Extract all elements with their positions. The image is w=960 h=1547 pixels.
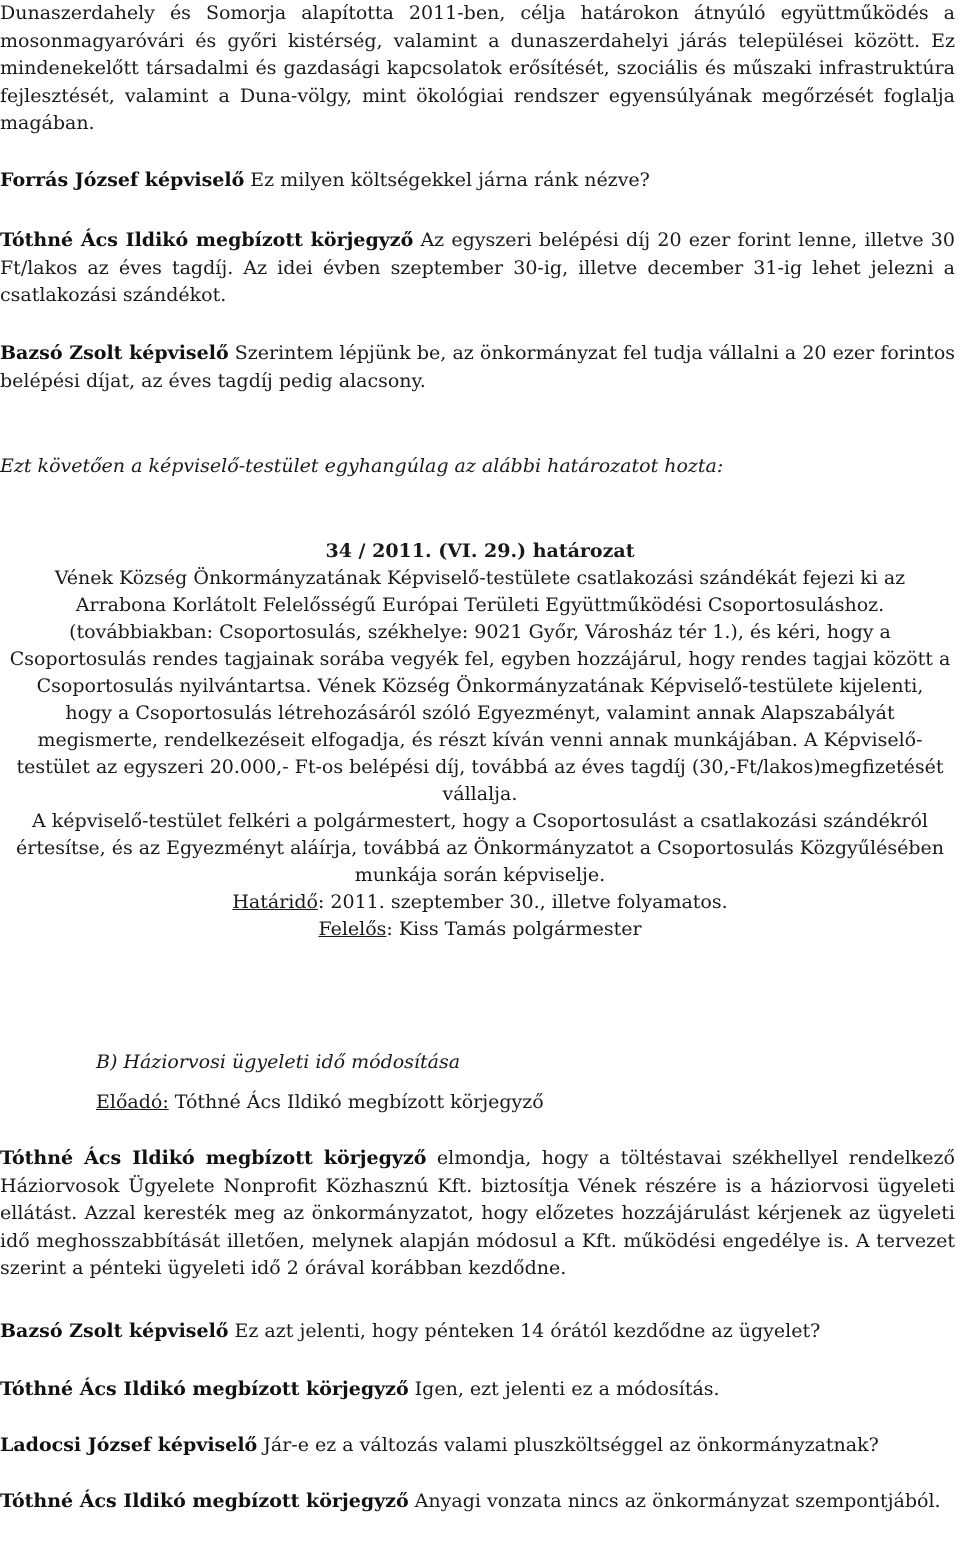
resolution-line: testület az egyszeri 20.000,- Ft-os belépési díj, továbbá az éves tagdíj (30,-Ft/lakos)megfizetését xyxy=(16,756,944,778)
resolution-line: hogy a Csoportosulás létrehozásáról szóló Egyezményt, valamint annak Alapszabályát xyxy=(65,702,895,724)
answer-tothne-2 xyxy=(0,1145,955,1283)
question-forras xyxy=(0,167,955,195)
answer-tothne-4 xyxy=(0,1488,955,1516)
resolution-line: vállalja. xyxy=(442,783,518,805)
deadline-label: Határidő xyxy=(232,891,318,913)
answer-tothne-3 xyxy=(0,1376,955,1404)
speaker-name: Bazsó Zsolt képviselő xyxy=(0,342,229,364)
speaker-name: Ladocsi József képviselő xyxy=(0,1434,258,1456)
question-bazso-2 xyxy=(0,1318,955,1346)
responsible-label: Felelős xyxy=(318,918,387,940)
resolution-line: Arrabona Korlátolt Felelősségű Európai Területi Együttműködési Csoportosuláshoz. xyxy=(75,594,885,616)
resolution-line: A képviselő-testület felkéri a polgármestert, hogy a Csoportosulást a csatlakozási szándékról xyxy=(32,810,928,832)
speaker-name: Tóthné Ács Ildikó megbízott körjegyző xyxy=(0,1378,409,1400)
speech-text: Az egyszeri belépési díj 20 ezer forint lenne, illetve 30 Ft/lakos az éves tagdíj. Az idei évben szeptember 30-ig, illetve december 31-ig lehet jelezni a csatlakozási szándékot. xyxy=(0,229,955,306)
deadline-value: : 2011. szeptember 30., illetve folyamatos. xyxy=(317,891,728,913)
speech-text: Ez milyen költségekkel járna ránk nézve? xyxy=(244,169,650,191)
resolution-line: Vének Község Önkormányzatának Képviselő-testülete csatlakozási szándékát fejezi ki az xyxy=(54,567,906,589)
resolution-title: 34 / 2011. (VI. 29.) határozat xyxy=(325,540,635,562)
comment-bazso-1 xyxy=(0,340,955,395)
speech-text: Anyagi vonzata nincs az önkormányzat szempontjából. xyxy=(408,1490,941,1512)
resolution-line: munkája során képviselje. xyxy=(354,864,606,886)
speech-text: Ez azt jelenti, hogy pénteken 14 órától kezdődne az ügyelet? xyxy=(228,1320,821,1342)
resolution-block xyxy=(0,538,960,943)
question-ladocsi xyxy=(0,1432,955,1460)
resolution-deadline xyxy=(0,889,960,916)
speaker-name: Tóthné Ács Ildikó megbízott körjegyző xyxy=(0,1490,409,1512)
speaker-name: Tóthné Ács Ildikó megbízott körjegyző xyxy=(0,1147,427,1169)
presenter-label: Előadó: xyxy=(96,1091,169,1113)
speech-text: Igen, ezt jelenti ez a módosítás. xyxy=(408,1378,720,1400)
resolution-line: értesítse, és az Egyezményt aláírja, továbbá az Önkormányzatot a Csoportosulás Közgyűlésében xyxy=(16,837,944,859)
resolution-responsible xyxy=(0,916,960,943)
intro-text: Dunaszerdahely és Somorja alapította 2011-ben, célja határokon átnyúló együttműködés a mosonmagyaróvári és győri kistérség, valamint a dunaszerdahelyi járás települései között. Ez mindenekelőtt társadalmi és gazdasági kapcsolatok erősítését, szociális és műszaki infrastruktúra fejlesztését, valamint a Duna-völgy, mint ökológiai rendszer egyensúlyának megőrzését foglalja magában. xyxy=(0,2,955,134)
answer-tothne-1 xyxy=(0,227,955,310)
speaker-name: Forrás József képviselő xyxy=(0,169,245,191)
speech-text: Szerintem lépjünk be, az önkormányzat fel tudja vállalni a 20 ezer forintos belépési díjat, az éves tagdíj pedig alacsony. xyxy=(0,342,956,392)
resolution-line: Csoportosulás rendes tagjainak sorába vegyék fel, egyben hozzájárul, hogy rendes tagjai között a xyxy=(9,648,951,670)
speaker-name: Tóthné Ács Ildikó megbízott körjegyző xyxy=(0,229,414,251)
resolution-line: Csoportosulás nyilvántartsa. Vének Község Önkormányzatának Képviselő-testülete kijelenti, xyxy=(36,675,924,697)
resolution-line: megismerte, rendelkezéseit elfogadja, és részt kíván venni annak munkájában. A Képviselő- xyxy=(37,729,923,751)
decision-intro: Ezt követően a képviselő-testület egyhangúlag az alábbi határozatot hozta: xyxy=(0,455,724,477)
section-b-title: B) Háziorvosi ügyeleti idő módosítása xyxy=(96,1051,461,1073)
speech-text: Jár-e ez a változás valami pluszköltséggel az önkormányzatnak? xyxy=(257,1434,879,1456)
responsible-value: : Kiss Tamás polgármester xyxy=(386,918,642,940)
resolution-line: (továbbiakban: Csoportosulás, székhelye: 9021 Győr, Városház tér 1.), és kéri, hogy a xyxy=(69,621,891,643)
intro-paragraph xyxy=(0,0,955,138)
speech-text: elmondja, hogy a töltéstavai székhellyel rendelkező Háziorvosok Ügyelete Nonprofit Közhasznú Kft. biztosítja Vének részére is a háziorvosi ügyeleti ellátást. Azzal keresték meg az önkormányzatot, hogy előzetes hozzájárulást kérjenek az ügyeleti idő meghosszabbítását illetően, melynek alapján módosul a Kft. működési engedélye is. A tervezet szerint a pénteki ügyeleti idő 2 órával korábban kezdődne. xyxy=(0,1147,955,1279)
presenter-value: Tóthné Ács Ildikó megbízott körjegyző xyxy=(168,1091,544,1113)
section-b-presenter xyxy=(96,1089,896,1117)
speaker-name: Bazsó Zsolt képviselő xyxy=(0,1320,229,1342)
